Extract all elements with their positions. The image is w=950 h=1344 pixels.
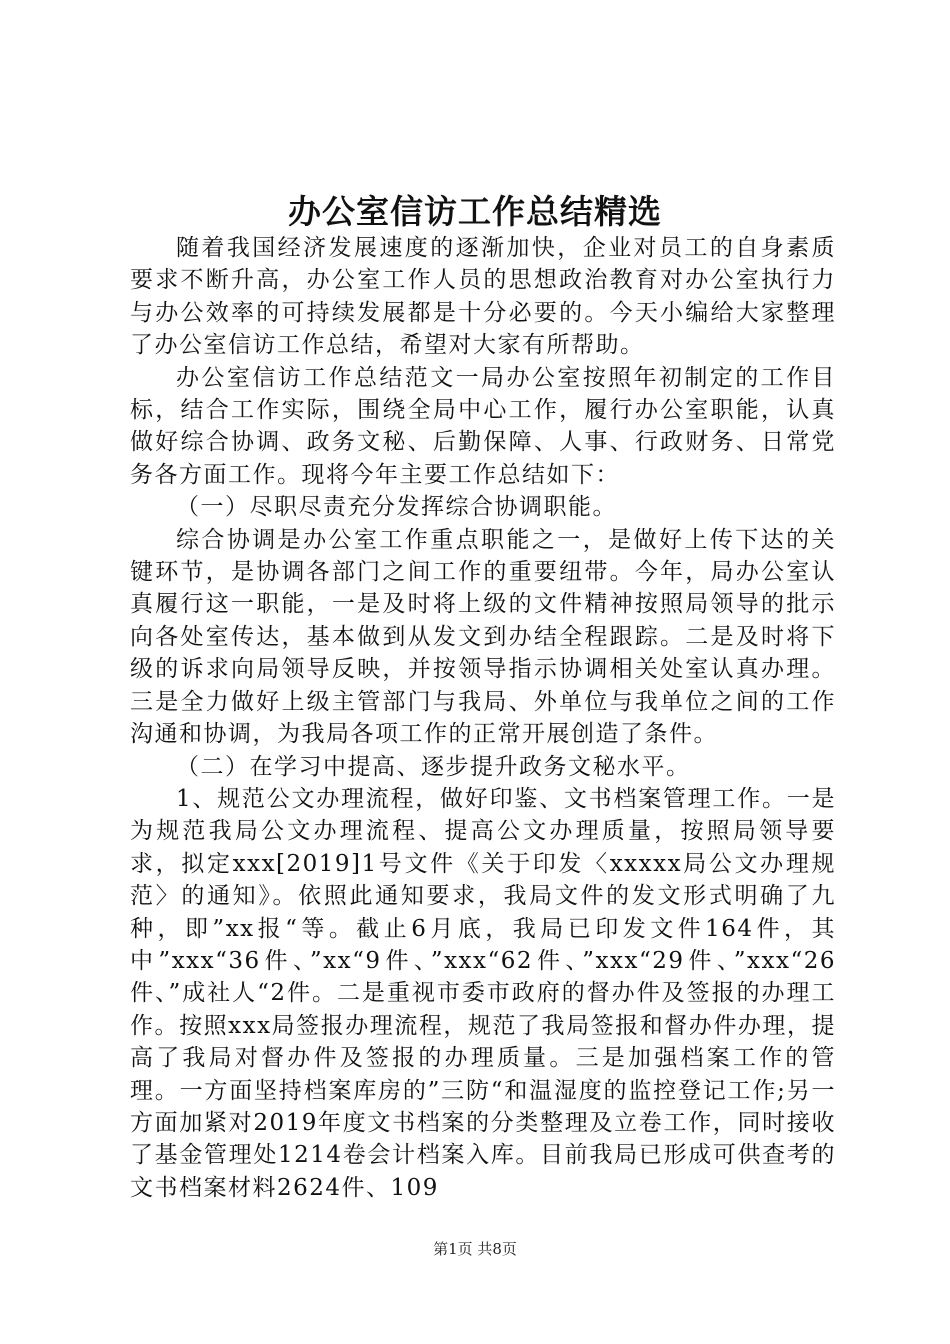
document-title: 办公室信访工作总结精选 — [288, 192, 662, 231]
paragraph-document-management: 1、规范公文办理流程，做好印鉴、文书档案管理工作。一是为规范我局公文办理流程、提高公文办理质量，按照局领导要求，拟定xxx[2019]1号文件《关于印发〈xxxxx局公文办理规范〉的通知》。依照此通知要求，我局文件的发文形式明确了九种，即”xx报“等。截止6月底，我局已印发文件164件，其中”xxx“36件、”xx“9件、”xxx“62件、”xxx“29件、”xxx“26件、”成社人“2件。二是重视市委市政府的督办件及签报的办理工作。按照xxx局签报办理流程，规范了我局签报和督办件办理，提高了我局对督办件及签报的办理质量。三是加强档案工作的管理。一方面坚持档案库房的”三防“和温湿度的监控登记工作;另一方面加紧对2019年度文书档案的分类整理及立卷工作，同时接收了基金管理处1214卷会计档案入库。目前我局已形成可供查考的文书档案材料2624件、109 — [130, 785, 836, 1201]
document-body — [130, 232, 836, 1204]
paragraph-coordination: 综合协调是办公室工作重点职能之一，是做好上传下达的关键环节，是协调各部门之间工作的重要纽带。今年，局办公室认真履行这一职能，一是及时将上级的文件精神按照局领导的批示向各处室传达，基本做到从发文到办结全程跟踪。二是及时将下级的诉求向局领导反映，并按领导指示协调相关处室认真办理。三是全力做好上级主管部门与我局、外单位与我单位之间的工作沟通和协调，为我局各项工作的正常开展创造了条件。 — [130, 526, 836, 748]
page-footer: 第1页 共8页 — [433, 1240, 517, 1258]
paragraph-intro: 随着我国经济发展速度的逐渐加快，企业对员工的自身素质要求不断升高，办公室工作人员的思想政治教育对办公室执行力与办公效率的可持续发展都是十分必要的。今天小编给大家整理了办公室信访工作总结，希望对大家有所帮助。 — [130, 235, 836, 359]
section-heading-2: （二）在学习中提高、逐步提升政务文秘水平。 — [176, 753, 691, 780]
paragraph-overview: 办公室信访工作总结范文一局办公室按照年初制定的工作目标，结合工作实际，围绕全局中心工作，履行办公室职能，认真做好综合协调、政务文秘、后勤保障、人事、行政财务、日常党务各方面工作。现将今年主要工作总结如下： — [130, 364, 836, 488]
section-heading-1: （一）尽职尽责充分发挥综合协调职能。 — [176, 494, 617, 521]
